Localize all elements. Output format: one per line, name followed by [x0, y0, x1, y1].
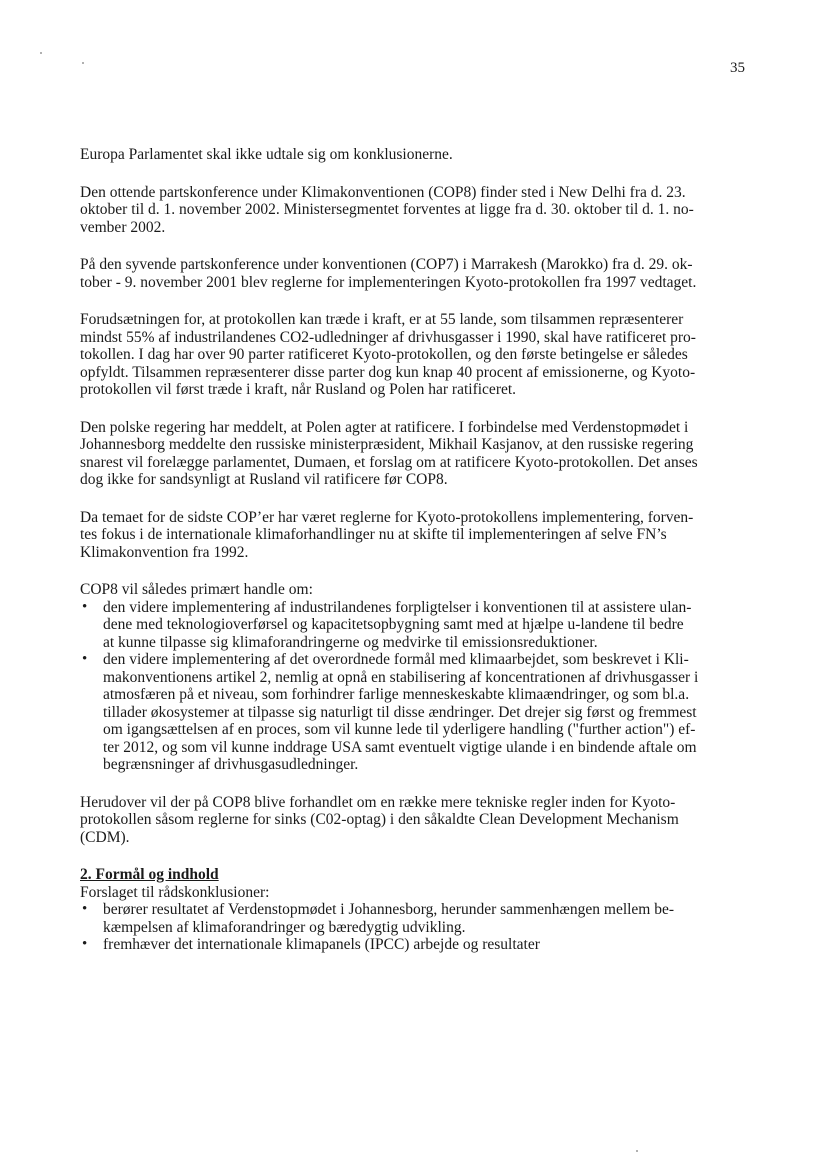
- text-line: begrænsninger af drivhusgasudledninger.: [103, 756, 359, 773]
- scan-speck: [82, 62, 84, 64]
- text-line: dene med teknologioverførsel og kapacitetsopbygning samt med at hjælpe u-landene til bedre: [103, 616, 684, 633]
- cop8-list-section: [80, 581, 742, 774]
- scan-speck: [636, 1150, 638, 1152]
- bullet-list: [80, 901, 742, 954]
- text-line: mindst 55% af industrilandenes CO2-udledninger af drivhusgasser i 1990, skal have ratificeret pro-: [80, 328, 696, 346]
- text-line: vember 2002.: [80, 218, 166, 236]
- paragraph: [80, 509, 742, 562]
- text-line: tes fokus i de internationale klimaforhandlinger nu at skifte til implementeringen af selve FN’s: [80, 526, 667, 543]
- text-line: tillader økosystemer at tilpasse sig naturligt til disse ændringer. Det drejer sig først og fremmest: [103, 703, 697, 721]
- text-line: Den ottende partskonference under Klimakonventionen (COP8) finder sted i New Delhi fra d. 23.: [80, 183, 686, 201]
- text-line: tokollen. I dag har over 90 parter ratificeret Kyoto-protokollen, og den første betingelse er således: [80, 346, 688, 363]
- paragraph: [80, 146, 742, 164]
- document-body: [80, 146, 742, 954]
- text-line: Europa Parlamentet skal ikke udtale sig om konklusionerne.: [80, 146, 453, 163]
- list-item: [80, 901, 742, 936]
- paragraph: [80, 794, 742, 847]
- text-line: om igangsættelsen af en proces, som vil kunne lede til yderligere handling ("further action") ef-: [103, 721, 696, 738]
- bullet-list: [80, 599, 742, 774]
- text-line: • den videre implementering af industrilandenes forpligtelser i konventionen til at assistere ulan-: [103, 598, 692, 616]
- text-line: dog ikke for sandsynligt at Rusland vil ratificere før COP8.: [80, 471, 448, 488]
- text-line: ter 2012, og som vil kunne inddrage USA samt eventuelt vigtige ulande i en bindende aftale om: [103, 738, 697, 756]
- paragraph: [80, 419, 742, 489]
- text-line: Klimakonvention fra 1992.: [80, 543, 249, 561]
- text-line: Da temaet for de sidste COP’er har været reglerne for Kyoto-protokollens implementering, forven-: [80, 508, 694, 526]
- text-line: Johannesborg meddelte den russiske ministerpræsident, Mikhail Kasjanov, at den russiske regering: [80, 436, 694, 453]
- text-line: protokollen såsom reglerne for sinks (C02-optag) i den såkaldte Clean Development Mechanism: [80, 811, 679, 828]
- text-line: opfyldt. Tilsammen repræsenterer disse parter dog kun knap 40 procent af emissionerne, og Kyoto-: [80, 363, 696, 381]
- paragraph: [80, 256, 742, 291]
- text-line: oktober til d. 1. november 2002. Ministersegmentet forventes at ligge fra d. 30. oktober til d. 1. no-: [80, 201, 694, 218]
- text-line: • berører resultatet af Verdenstopmødet i Johannesborg, herunder sammenhængen mellem be-: [103, 901, 675, 918]
- section-2: [80, 866, 742, 954]
- list-item: [80, 936, 742, 954]
- paragraph: [80, 311, 742, 399]
- scan-speck: [40, 52, 42, 54]
- text-line: atmosfæren på et niveau, som forhindrer farlige menneskeskabte klimaændringer, og som bl.a.: [103, 686, 690, 703]
- text-line: Herudover vil der på COP8 blive forhandlet om en række mere tekniske regler inden for Kyoto-: [80, 793, 676, 811]
- list-item: [80, 651, 742, 774]
- text-line: • den videre implementering af det overordnede formål med klimaarbejdet, som beskrevet i Kli-: [103, 651, 689, 668]
- section-intro: Forslaget til rådskonklusioner:: [80, 883, 270, 901]
- text-line: protokollen vil først træde i kraft, når Rusland og Polen har ratificeret.: [80, 381, 517, 398]
- text-line: at kunne tilpasse sig klimaforandringerne og medvirke til emissionsreduktioner.: [103, 633, 598, 651]
- text-line: Forudsætningen for, at protokollen kan træde i kraft, er at 55 lande, som tilsammen repræsenterer: [80, 311, 684, 328]
- text-line: makonventionens artikel 2, nemlig at opnå en stabilisering af koncentrationen af drivhusgasser i: [103, 668, 699, 686]
- text-line: • fremhæver det internationale klimapanels (IPCC) arbejde og resultater: [103, 936, 540, 953]
- text-line: kæmpelsen af klimaforandringer og bæredygtig udvikling.: [103, 918, 466, 936]
- text-line: snarest vil forelægge parlamentet, Dumaen, et forslag om at ratificere Kyoto-protokollen. Det anses: [80, 453, 698, 471]
- page-number: 35: [730, 60, 745, 76]
- list-item: [80, 599, 742, 652]
- paragraph: [80, 184, 742, 237]
- list-intro: COP8 vil således primært handle om:: [80, 581, 313, 598]
- section-heading: 2. Formål og indhold: [80, 866, 219, 883]
- text-line: Den polske regering har meddelt, at Polen agter at ratificere. I forbindelse med Verdenstopmødet i: [80, 418, 689, 436]
- text-line: På den syvende partskonference under konventionen (COP7) i Marrakesh (Marokko) fra d. 29. ok-: [80, 256, 693, 273]
- text-line: tober - 9. november 2001 blev reglerne for implementeringen Kyoto-protokollen fra 1997 vedtaget.: [80, 273, 697, 291]
- text-line: (CDM).: [80, 828, 130, 846]
